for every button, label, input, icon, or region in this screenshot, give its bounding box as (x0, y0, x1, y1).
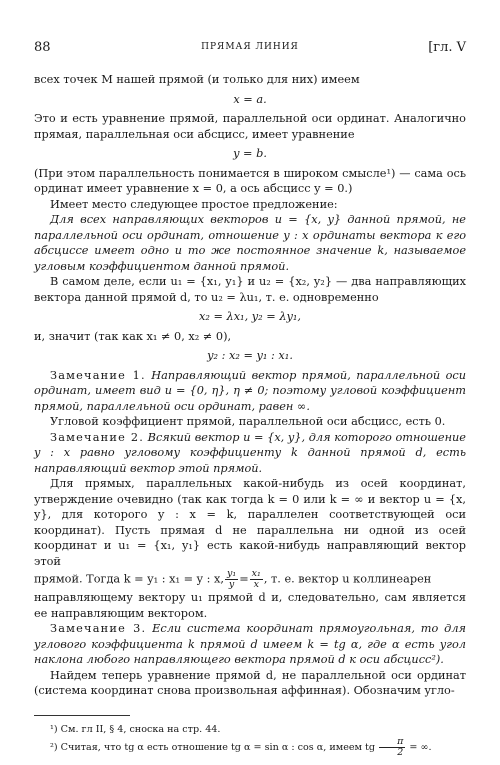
book-page (34, 40, 466, 758)
chapter-label: [гл. V (428, 40, 466, 55)
page-header (34, 40, 466, 58)
text-paragraph: всех точек M нашей прямой (и только для них) имеем (34, 73, 360, 86)
footnote-2-tail: = ∞. (406, 741, 432, 753)
text-paragraph: направляющему вектору u₁ прямой d и, следовательно, сам является ее направляющим вектором. (34, 591, 466, 620)
footnote-separator (34, 715, 130, 716)
remark-text: Направляющий вектор прямой, параллельной оси ординат, имеет вид u = {0, η}, η ≠ 0; поэтому угловой коэффициент прямой, параллельной оси ординат, равен ∞. (34, 368, 466, 413)
fraction-x (250, 569, 263, 590)
text-paragraph: Это и есть уравнение прямой, параллельной оси ординат. Аналогично прямая, параллельная оси абсцисс, имеет уравнение (34, 112, 466, 141)
footnote-2-fraction (379, 737, 405, 758)
equation: y₂ : x₂ = y₁ : x₁. (207, 349, 293, 362)
formula-paragraph (34, 569, 466, 590)
equation: x₂ = λx₁, y₂ = λy₁, (198, 310, 301, 323)
fraction-y (225, 569, 238, 590)
proposition-paragraph: Для всех направляющих векторов u = {x, y} данной прямой, не параллельной оси ординат, отношение y : x ординаты вектора к его абсциссе имеет одно и то же постоянное значение k, называемое угловым коэффициентом данной прямой. (34, 213, 466, 273)
remark-label: Замечание 1. (50, 368, 146, 382)
text-paragraph: Угловой коэффициент прямой, параллельной оси абсцисс, есть 0. (50, 415, 446, 428)
running-title: ПРЯМАЯ ЛИНИЯ (201, 42, 299, 52)
remark-paragraph (34, 368, 466, 415)
fraction-numerator: x₁ (251, 568, 261, 579)
fraction-denominator: 2 (397, 746, 404, 758)
remark-label: Замечание 2. (50, 430, 145, 444)
text-paragraph: Найдем теперь уравнение прямой d, не параллельной оси ординат (система координат снова произвольная аффинная). Обозначим угло- (34, 668, 466, 697)
fraction-numerator: π (379, 737, 405, 748)
fraction-denominator: y (228, 579, 235, 590)
text-paragraph: Имеет место следующее простое предложение: (50, 197, 338, 211)
remark-paragraph (34, 621, 466, 668)
remark-text: Если система координат прямоугольная, то для углового коэффициента k прямой d имеем k = tg α, где α есть угол наклона любого направляющего вектора прямой d к оси абсцисс²). (34, 622, 466, 666)
fraction-denominator: x (253, 579, 259, 590)
text-paragraph: В самом деле, если u₁ = {x₁, y₁} и u₂ = {x₂, y₂} — два направляющих вектора данной прямой d, то u₂ = λu₁, т. е. одновременно (34, 275, 466, 304)
equation: x = a. (233, 92, 267, 106)
footnote-2-text: ²) Считая, что tg α есть отношение tg α = sin α : cos α, имеем tg (50, 741, 376, 753)
text-paragraph: Для прямых, параллельных какой-нибудь из осей координат, утверждение очевидно (так как тогда k = 0 или k = ∞ и вектор u = {x, y}, для которого y : x = k, параллелен соответствующей оси координат). Пусть прямая d не параллельна ни одной из осей координат и u₁ = {x₁, y₁} есть какой-нибудь направляющий вектор этой (34, 477, 466, 568)
text-paragraph: и, значит (так как x₁ ≠ 0, x₂ ≠ 0), (34, 329, 232, 343)
remark-paragraph (34, 430, 466, 477)
remark-label: Замечание 3. (50, 622, 147, 635)
remark-text: Всякий вектор u = {x, y}, для которого отношение y : x равно угловому коэффициенту k данной прямой d, есть направляющий вектор этой прямой. (34, 430, 466, 475)
fraction-numerator: y₁ (227, 568, 237, 579)
text-paragraph: (При этом параллельность понимается в широком смысле¹) — сама ось ординат имеет уравнение x = 0, а ось абсцисс y = 0.) (34, 166, 466, 195)
equation: y = b. (233, 147, 267, 160)
page-body (34, 72, 466, 699)
formula-text-start: прямой. Тогда k = y₁ : x₁ = y : x, (34, 572, 224, 586)
footnote-2 (34, 737, 466, 758)
footnote-1: ¹) См. гл II, § 4, сноска на стр. 44. (50, 723, 221, 735)
formula-text-end: , т. е. вектор u коллинеарен (263, 572, 432, 586)
page-number: 88 (34, 40, 51, 55)
equals-sign: = (239, 572, 249, 586)
